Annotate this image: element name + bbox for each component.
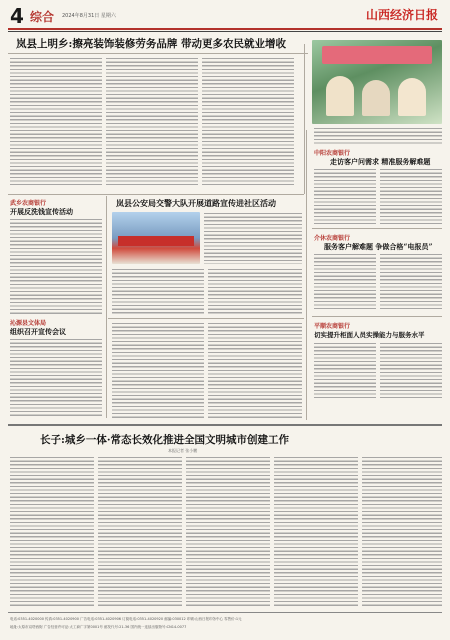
divider: [108, 318, 304, 319]
divider: [8, 53, 308, 54]
column-divider: [306, 130, 307, 420]
header-rule: [8, 28, 442, 30]
feature-headline: 长子:城乡一体·常态长效化推进全国文明城市创建工作: [40, 434, 290, 446]
event-photo: [112, 212, 200, 264]
article-body: [10, 218, 102, 314]
article-body: [274, 456, 358, 608]
footer-line: 地址:太原市双塔西街 广告经营许可证:太工商广字第0001号 邮发代号:21-36 国内统一连续出版物号:CN14-0077: [10, 625, 187, 629]
column-divider: [106, 196, 107, 418]
divider: [312, 228, 442, 229]
byline: 本报记者 张小鹏: [168, 448, 198, 453]
article-body: [380, 168, 442, 224]
bank-name: 中阳农商银行: [314, 150, 351, 157]
article-headline: 切实提升柜面人员实操能力与服务水平: [314, 331, 425, 339]
article-body: [98, 456, 182, 608]
org-name: 沁源县文体局: [10, 320, 47, 327]
section-rule: [8, 424, 442, 426]
article-body: [186, 456, 270, 608]
header-rule-thin: [8, 31, 442, 32]
article-headline: 开展反洗钱宣传活动: [10, 207, 73, 216]
photo-person: [398, 78, 426, 116]
news-photo: [312, 40, 442, 124]
bank-name: 平顺农商银行: [314, 323, 351, 330]
page-footer: [8, 612, 442, 635]
article-body: [10, 456, 94, 608]
article-body: [202, 57, 294, 187]
article-body: [112, 268, 204, 314]
photo-banner: [322, 46, 432, 64]
date-line: 2024年8月31日 星期六: [62, 13, 116, 19]
article-body: [106, 57, 198, 187]
newspaper-logo: 山西经济日报: [365, 8, 438, 22]
article-body: [208, 322, 302, 418]
page-header: [0, 0, 450, 40]
article-body: [208, 268, 302, 314]
page-number: 4: [10, 4, 24, 28]
article-body: [314, 168, 376, 224]
article-body: [112, 322, 204, 418]
section-name: 综合: [30, 10, 55, 24]
column-divider: [304, 44, 305, 194]
article-body: [10, 338, 102, 418]
article-headline: 服务客户解难题 争做合格“电报员”: [324, 242, 433, 251]
article-body: [362, 456, 442, 608]
article-body: [204, 212, 302, 264]
photo-caption: [314, 127, 442, 145]
bank-name: 武乡农商银行: [10, 200, 47, 207]
article-headline: 岚县公安局交警大队开展道路宣传进社区活动: [116, 198, 276, 208]
article-body: [10, 57, 102, 187]
article-body: [314, 253, 376, 311]
article-headline: 走访客户问需求 精准服务解难题: [330, 157, 431, 166]
article-body: [380, 253, 442, 311]
bank-name: 介休农商银行: [314, 235, 351, 242]
photo-banner: [118, 236, 194, 246]
photo-person: [362, 80, 390, 116]
article-body: [380, 342, 442, 400]
divider: [8, 194, 304, 195]
lead-headline: 岚县上明乡:擦亮装饰装修劳务品牌 带动更多农民就业增收: [16, 38, 287, 50]
article-body: [314, 342, 376, 400]
footer-line: 电话:0351-4020000 传真:0351-4020900 广告电话:0351-4020906 订阅电话:0351-4020920 邮编:030012 印刷:山西日报印务中心 零售价:1元: [10, 617, 242, 621]
divider: [312, 316, 442, 317]
photo-person: [326, 76, 354, 116]
article-headline: 组织召开宣传会议: [10, 327, 66, 336]
